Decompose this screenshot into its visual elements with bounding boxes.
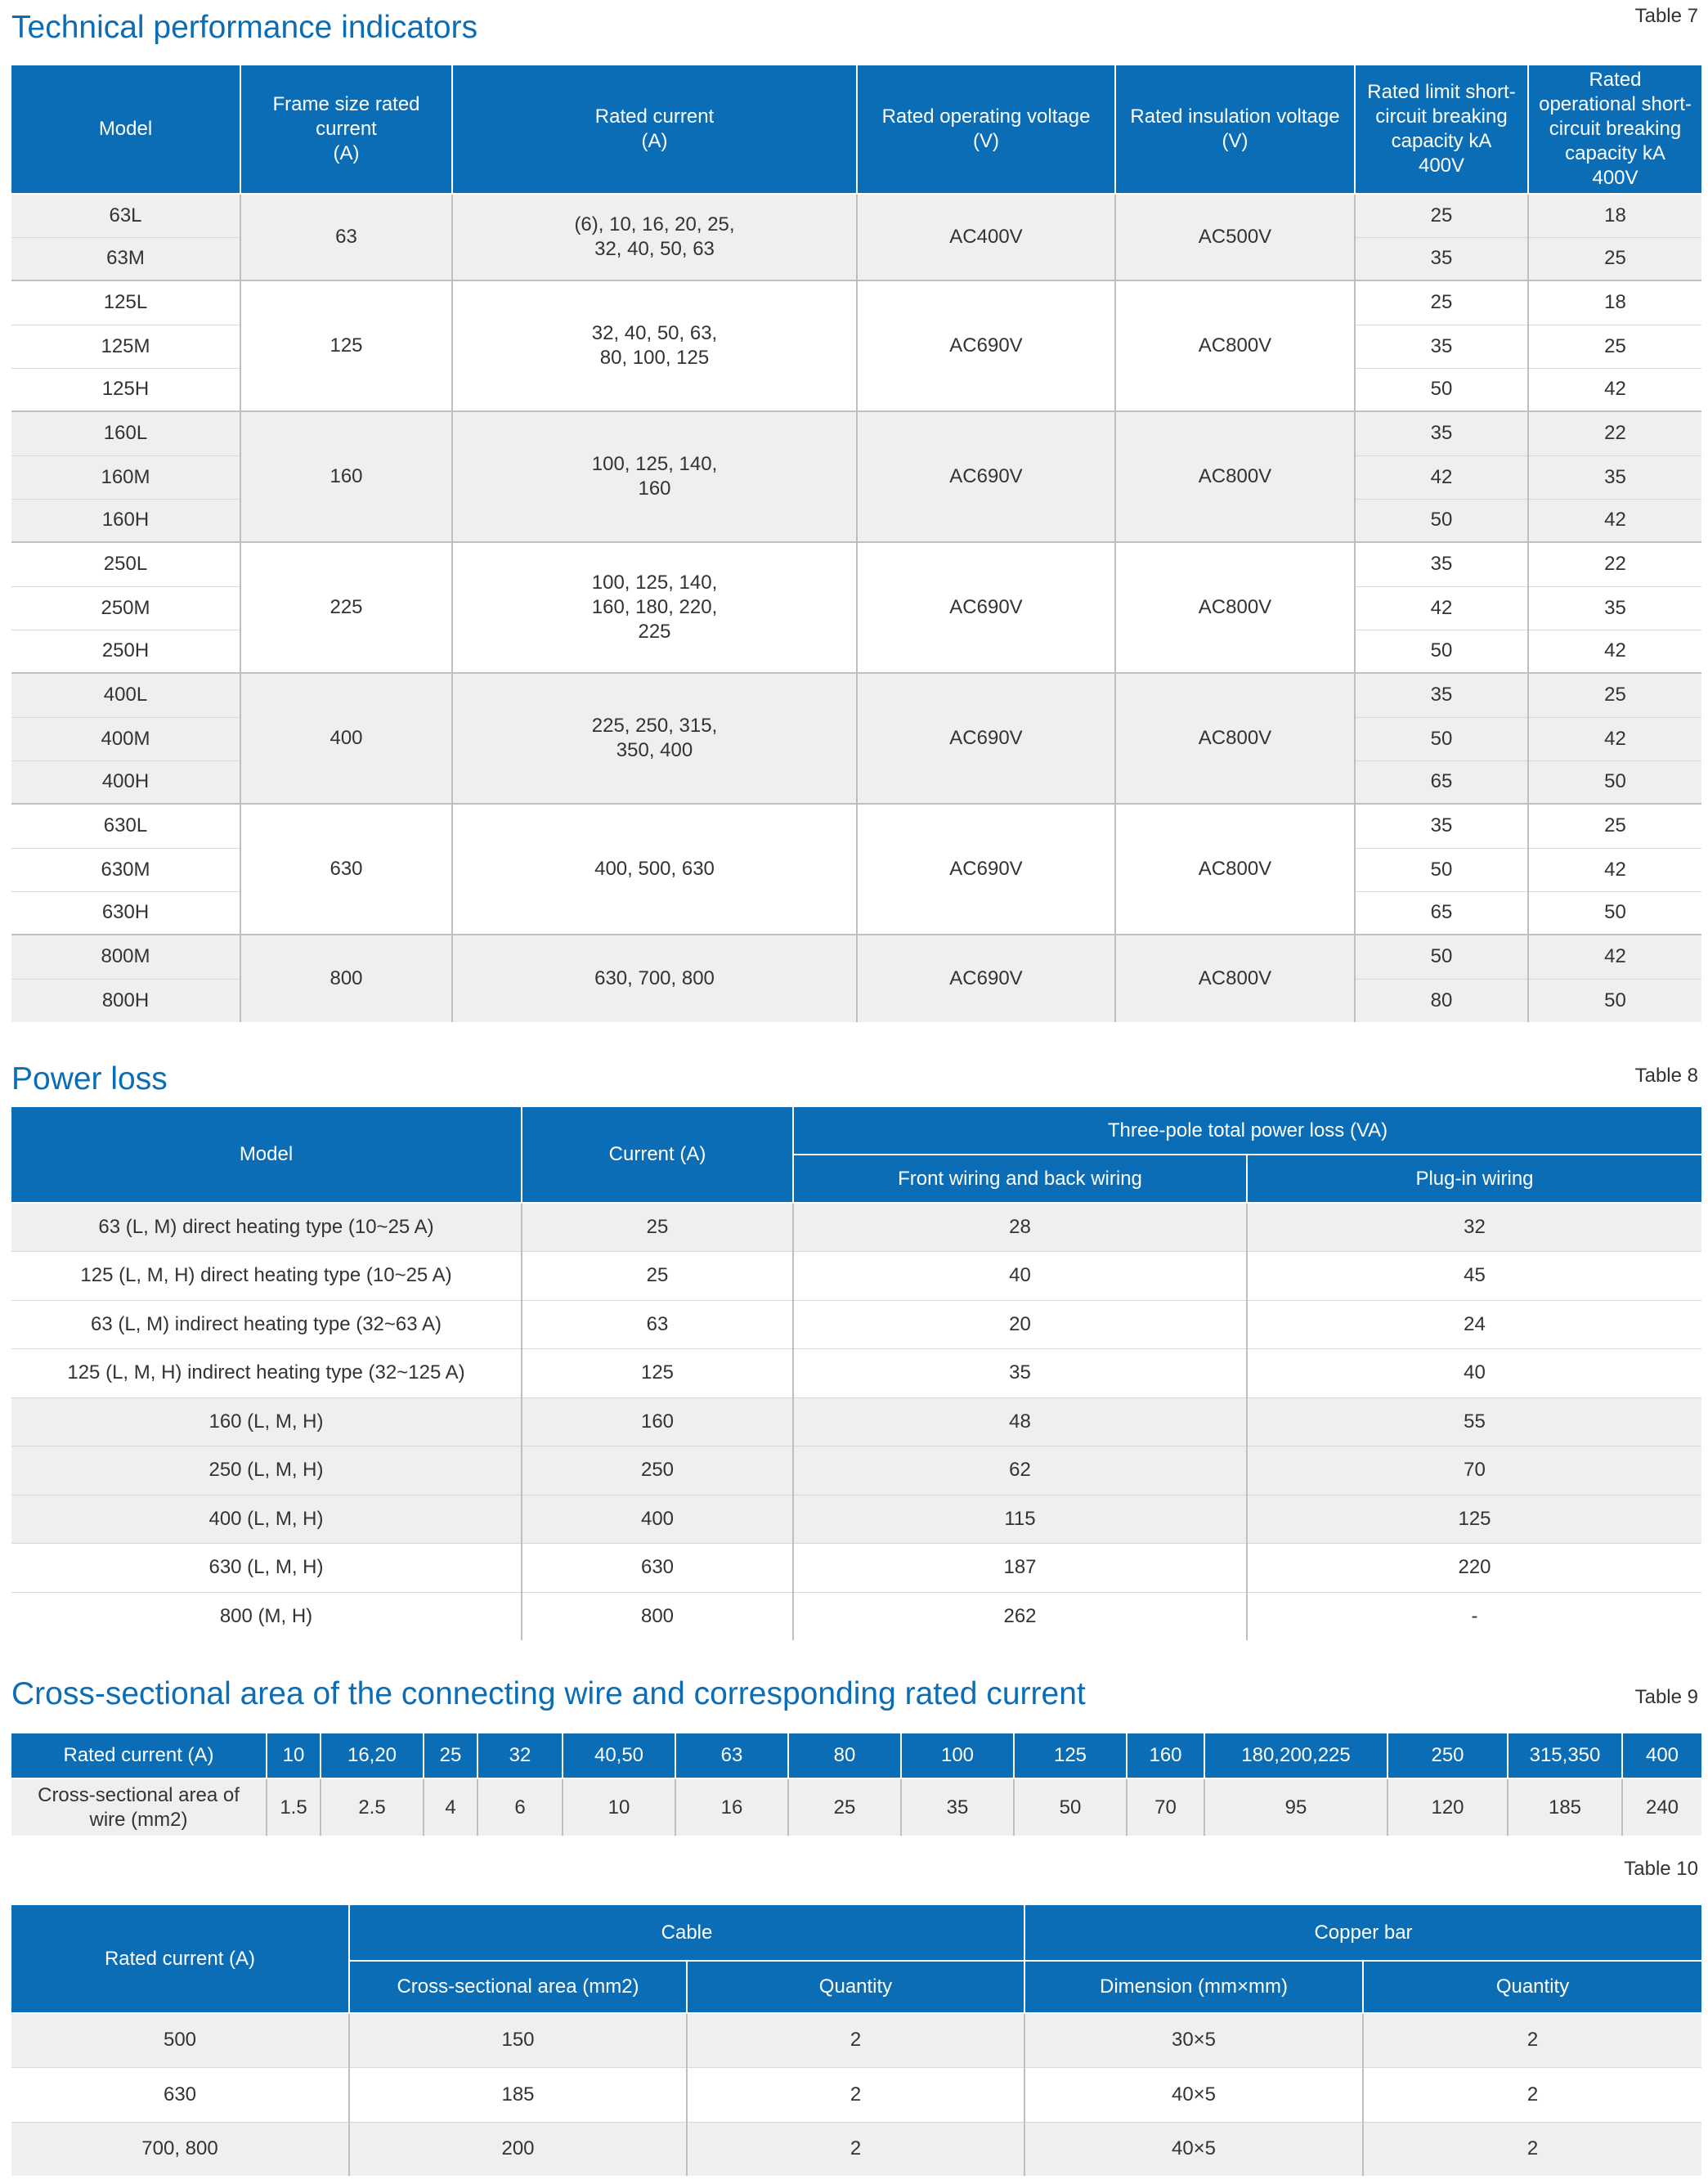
cell-current: 250: [522, 1446, 793, 1495]
cell-currents: (6), 10, 16, 20, 25, 32, 40, 50, 63: [452, 194, 857, 280]
cell-model: 800M: [11, 935, 240, 979]
cell-icu: 50: [1355, 848, 1528, 891]
cell-frame: 400: [240, 673, 452, 804]
table-row: [11, 2122, 1701, 2176]
cell-current: 32: [477, 1733, 563, 1778]
cell-icu: 50: [1355, 630, 1528, 673]
header-bar-quantity: Quantity: [1363, 1961, 1701, 2013]
header-rated-current: Rated current (A): [452, 65, 857, 194]
header-insulation-voltage: Rated insulation voltage (V): [1115, 65, 1355, 194]
cell-ics: 42: [1528, 848, 1701, 891]
cell-model: 400H: [11, 760, 240, 804]
cell-current: 40,50: [563, 1733, 675, 1778]
cell-icu: 42: [1355, 586, 1528, 630]
cell-current: 16,20: [321, 1733, 424, 1778]
cell-icu: 80: [1355, 979, 1528, 1022]
cell-current: 160: [1127, 1733, 1204, 1778]
header-operational-breaking: Rated operational short- circuit breaking capacity kA 400V: [1528, 65, 1701, 194]
cell-icu: 50: [1355, 717, 1528, 760]
cell-area: 1.5: [267, 1778, 321, 1836]
cell-model: 160M: [11, 455, 240, 499]
table-row: [11, 1203, 1701, 1251]
cell-op-voltage: AC690V: [857, 673, 1115, 804]
cell-model: 125H: [11, 368, 240, 411]
cell-qty: 2: [687, 2122, 1024, 2176]
cell-icu: 42: [1355, 455, 1528, 499]
cell-bar-qty: 2: [1363, 2067, 1701, 2122]
table-wire-area: [11, 1733, 1701, 1836]
cell-current: 800: [522, 1592, 793, 1640]
table-row: [11, 194, 1701, 237]
table-9-header-row: [11, 1733, 1701, 1778]
cell-plug: 32: [1247, 1203, 1701, 1251]
cell-model: 125 (L, M, H) indirect heating type (32~125 A): [11, 1348, 522, 1397]
table-row: [11, 2013, 1701, 2067]
cell-area: 50: [1014, 1778, 1127, 1836]
cell-op-voltage: AC690V: [857, 542, 1115, 673]
cell-front: 28: [793, 1203, 1247, 1251]
cell-plug: 70: [1247, 1446, 1701, 1495]
cell-qty: 2: [687, 2013, 1024, 2067]
cell-current: 100: [901, 1733, 1014, 1778]
cell-ics: 35: [1528, 586, 1701, 630]
cell-area: 240: [1622, 1778, 1701, 1836]
header-front-back-wiring: Front wiring and back wiring: [793, 1155, 1247, 1203]
cell-ics: 50: [1528, 979, 1701, 1022]
section-title-technical-performance: Technical performance indicators: [11, 10, 478, 45]
cell-ics: 35: [1528, 455, 1701, 499]
cell-model: 250H: [11, 630, 240, 673]
header-rated-current: Rated current (A): [11, 1905, 349, 2013]
cell-op-voltage: AC690V: [857, 804, 1115, 935]
cell-frame: 225: [240, 542, 452, 673]
table-10-label: Table 10: [1624, 1858, 1698, 1880]
cell-plug: 220: [1247, 1543, 1701, 1592]
cell-model: 160 (L, M, H): [11, 1397, 522, 1446]
cell-icu: 50: [1355, 368, 1528, 411]
cell-icu: 35: [1355, 673, 1528, 717]
cell-model: 160L: [11, 411, 240, 455]
cell-dim: 30×5: [1024, 2013, 1363, 2067]
cell-rated: 700, 800: [11, 2122, 349, 2176]
cell-current: 80: [788, 1733, 901, 1778]
table-9-body: [11, 1778, 1701, 1836]
cell-current: 25: [424, 1733, 477, 1778]
cell-frame: 800: [240, 935, 452, 1022]
table-7-header-row: [11, 65, 1701, 194]
table-row: [11, 411, 1701, 455]
cell-current: 400: [1622, 1733, 1701, 1778]
cell-icu: 35: [1355, 325, 1528, 368]
cell-plug: 45: [1247, 1251, 1701, 1300]
cell-model: 250 (L, M, H): [11, 1446, 522, 1495]
cell-icu: 25: [1355, 280, 1528, 325]
cell-model: 63L: [11, 194, 240, 237]
cell-area: 2.5: [321, 1778, 424, 1836]
cell-dim: 40×5: [1024, 2122, 1363, 2176]
cell-bar-qty: 2: [1363, 2013, 1701, 2067]
cell-frame: 160: [240, 411, 452, 542]
cell-ics: 42: [1528, 630, 1701, 673]
cell-dim: 40×5: [1024, 2067, 1363, 2122]
table-row: [11, 542, 1701, 586]
table-row: [11, 804, 1701, 848]
table-row: [11, 280, 1701, 325]
cell-icu: 35: [1355, 542, 1528, 586]
header-copper-bar: Copper bar: [1024, 1905, 1701, 1961]
cell-icu: 50: [1355, 499, 1528, 542]
cell-current: 25: [522, 1251, 793, 1300]
cell-icu: 65: [1355, 891, 1528, 935]
cell-area: 200: [349, 2122, 687, 2176]
header-cable: Cable: [349, 1905, 1024, 1961]
cell-current: 10: [267, 1733, 321, 1778]
header-model: Model: [11, 1107, 522, 1203]
cell-front: 262: [793, 1592, 1247, 1640]
cell-ins-voltage: AC800V: [1115, 411, 1355, 542]
cell-model: 800H: [11, 979, 240, 1022]
header-power-loss-group: Three-pole total power loss (VA): [793, 1107, 1701, 1155]
cell-ins-voltage: AC800V: [1115, 935, 1355, 1022]
cell-model: 400 (L, M, H): [11, 1495, 522, 1543]
cell-ics: 25: [1528, 237, 1701, 280]
cell-ins-voltage: AC500V: [1115, 194, 1355, 280]
table-10-header-row: [11, 1905, 1701, 1961]
cell-plug: 55: [1247, 1397, 1701, 1446]
cell-area: 150: [349, 2013, 687, 2067]
cell-plug: -: [1247, 1592, 1701, 1640]
cell-op-voltage: AC690V: [857, 280, 1115, 411]
table-row: [11, 1495, 1701, 1543]
cell-model: 63 (L, M) direct heating type (10~25 A): [11, 1203, 522, 1251]
table-8-header-row: [11, 1107, 1701, 1155]
cell-front: 115: [793, 1495, 1247, 1543]
header-limit-breaking: Rated limit short- circuit breaking capacity kA 400V: [1355, 65, 1528, 194]
cell-area: 4: [424, 1778, 477, 1836]
cell-current: 63: [522, 1300, 793, 1348]
cell-frame: 630: [240, 804, 452, 935]
cell-model: 63M: [11, 237, 240, 280]
cell-front: 35: [793, 1348, 1247, 1397]
cell-area: 70: [1127, 1778, 1204, 1836]
cell-rated: 630: [11, 2067, 349, 2122]
table-10-body: [11, 2013, 1701, 2176]
table-7-label: Table 7: [1634, 5, 1698, 27]
cell-current: 160: [522, 1397, 793, 1446]
cell-current: 315,350: [1508, 1733, 1622, 1778]
table-row: [11, 1543, 1701, 1592]
cell-currents: 630, 700, 800: [452, 935, 857, 1022]
cell-plug: 24: [1247, 1300, 1701, 1348]
cell-area: 25: [788, 1778, 901, 1836]
cell-current: 25: [522, 1203, 793, 1251]
cell-area: 35: [901, 1778, 1014, 1836]
cell-model: 400M: [11, 717, 240, 760]
cell-ins-voltage: AC800V: [1115, 280, 1355, 411]
cell-area: 120: [1387, 1778, 1508, 1836]
cell-model: 630H: [11, 891, 240, 935]
table-technical-performance: [11, 65, 1701, 1022]
cell-plug: 125: [1247, 1495, 1701, 1543]
cell-currents: 100, 125, 140, 160: [452, 411, 857, 542]
cell-area: 185: [349, 2067, 687, 2122]
cell-model: 63 (L, M) indirect heating type (32~63 A): [11, 1300, 522, 1348]
cell-frame: 125: [240, 280, 452, 411]
table-power-loss: [11, 1107, 1701, 1640]
header-plug-in-wiring: Plug-in wiring: [1247, 1155, 1701, 1203]
cell-currents: 225, 250, 315, 350, 400: [452, 673, 857, 804]
cell-current: 180,200,225: [1204, 1733, 1387, 1778]
cell-ics: 18: [1528, 194, 1701, 237]
cell-ics: 22: [1528, 411, 1701, 455]
cell-icu: 35: [1355, 237, 1528, 280]
header-cross-sectional-area: Cross-sectional area (mm2): [349, 1961, 687, 2013]
cell-ics: 42: [1528, 368, 1701, 411]
cell-area: 95: [1204, 1778, 1387, 1836]
cell-ics: 22: [1528, 542, 1701, 586]
table-cable-copper-bar: [11, 1905, 1701, 2176]
cell-area-label: Cross-sectional area of wire (mm2): [11, 1778, 267, 1836]
table-8-body: [11, 1203, 1701, 1640]
cell-ins-voltage: AC800V: [1115, 804, 1355, 935]
cell-frame: 63: [240, 194, 452, 280]
cell-icu: 50: [1355, 935, 1528, 979]
cell-qty: 2: [687, 2067, 1024, 2122]
cell-currents: 32, 40, 50, 63, 80, 100, 125: [452, 280, 857, 411]
cell-ics: 25: [1528, 673, 1701, 717]
cell-front: 187: [793, 1543, 1247, 1592]
cell-icu: 25: [1355, 194, 1528, 237]
cell-rated: 500: [11, 2013, 349, 2067]
cell-area: 6: [477, 1778, 563, 1836]
cell-model: 160H: [11, 499, 240, 542]
cell-model: 250M: [11, 586, 240, 630]
cell-front: 40: [793, 1251, 1247, 1300]
cell-model: 630L: [11, 804, 240, 848]
table-row: [11, 1397, 1701, 1446]
cell-icu: 35: [1355, 804, 1528, 848]
cell-area: 16: [675, 1778, 788, 1836]
cell-current: 400: [522, 1495, 793, 1543]
cell-ics: 18: [1528, 280, 1701, 325]
cell-currents: 100, 125, 140, 160, 180, 220, 225: [452, 542, 857, 673]
cell-front: 48: [793, 1397, 1247, 1446]
table-row: [11, 1348, 1701, 1397]
cell-plug: 40: [1247, 1348, 1701, 1397]
header-rated-current: Rated current (A): [11, 1733, 267, 1778]
section-title-power-loss: Power loss: [11, 1061, 168, 1096]
cell-front: 20: [793, 1300, 1247, 1348]
cell-currents: 400, 500, 630: [452, 804, 857, 935]
cell-area: 185: [1508, 1778, 1622, 1836]
header-model: Model: [11, 65, 240, 194]
cell-model: 400L: [11, 673, 240, 717]
cell-current: 125: [522, 1348, 793, 1397]
cell-bar-qty: 2: [1363, 2122, 1701, 2176]
cell-icu: 65: [1355, 760, 1528, 804]
cell-ics: 42: [1528, 935, 1701, 979]
cell-current: 250: [1387, 1733, 1508, 1778]
table-row: [11, 1446, 1701, 1495]
table-row: [11, 2067, 1701, 2122]
table-7-body: [11, 194, 1701, 1022]
cell-ics: 42: [1528, 717, 1701, 760]
table-row: [11, 935, 1701, 979]
cell-ics: 50: [1528, 760, 1701, 804]
table-row: [11, 1300, 1701, 1348]
table-row: [11, 1778, 1701, 1836]
cell-current: 630: [522, 1543, 793, 1592]
table-9-label: Table 9: [1634, 1686, 1698, 1708]
cell-icu: 35: [1355, 411, 1528, 455]
cell-model: 125M: [11, 325, 240, 368]
cell-ics: 42: [1528, 499, 1701, 542]
cell-op-voltage: AC690V: [857, 411, 1115, 542]
cell-ins-voltage: AC800V: [1115, 673, 1355, 804]
cell-area: 10: [563, 1778, 675, 1836]
cell-current: 63: [675, 1733, 788, 1778]
cell-ics: 25: [1528, 325, 1701, 368]
table-8-label: Table 8: [1634, 1065, 1698, 1087]
header-dimension: Dimension (mm×mm): [1024, 1961, 1363, 2013]
cell-ins-voltage: AC800V: [1115, 542, 1355, 673]
cell-model: 125 (L, M, H) direct heating type (10~25 A): [11, 1251, 522, 1300]
cell-model: 800 (M, H): [11, 1592, 522, 1640]
cell-current: 125: [1014, 1733, 1127, 1778]
cell-op-voltage: AC690V: [857, 935, 1115, 1022]
header-operating-voltage: Rated operating voltage (V): [857, 65, 1115, 194]
table-row: [11, 673, 1701, 717]
table-row: [11, 1251, 1701, 1300]
cell-ics: 50: [1528, 891, 1701, 935]
cell-model: 250L: [11, 542, 240, 586]
header-current: Current (A): [522, 1107, 793, 1203]
table-row: [11, 1592, 1701, 1640]
cell-model: 630M: [11, 848, 240, 891]
header-frame-size: Frame size rated current (A): [240, 65, 452, 194]
cell-op-voltage: AC400V: [857, 194, 1115, 280]
cell-front: 62: [793, 1446, 1247, 1495]
cell-ics: 25: [1528, 804, 1701, 848]
header-cable-quantity: Quantity: [687, 1961, 1024, 2013]
cell-model: 125L: [11, 280, 240, 325]
section-title-cross-sectional-area: Cross-sectional area of the connecting wire and corresponding rated current: [11, 1676, 1086, 1711]
cell-model: 630 (L, M, H): [11, 1543, 522, 1592]
